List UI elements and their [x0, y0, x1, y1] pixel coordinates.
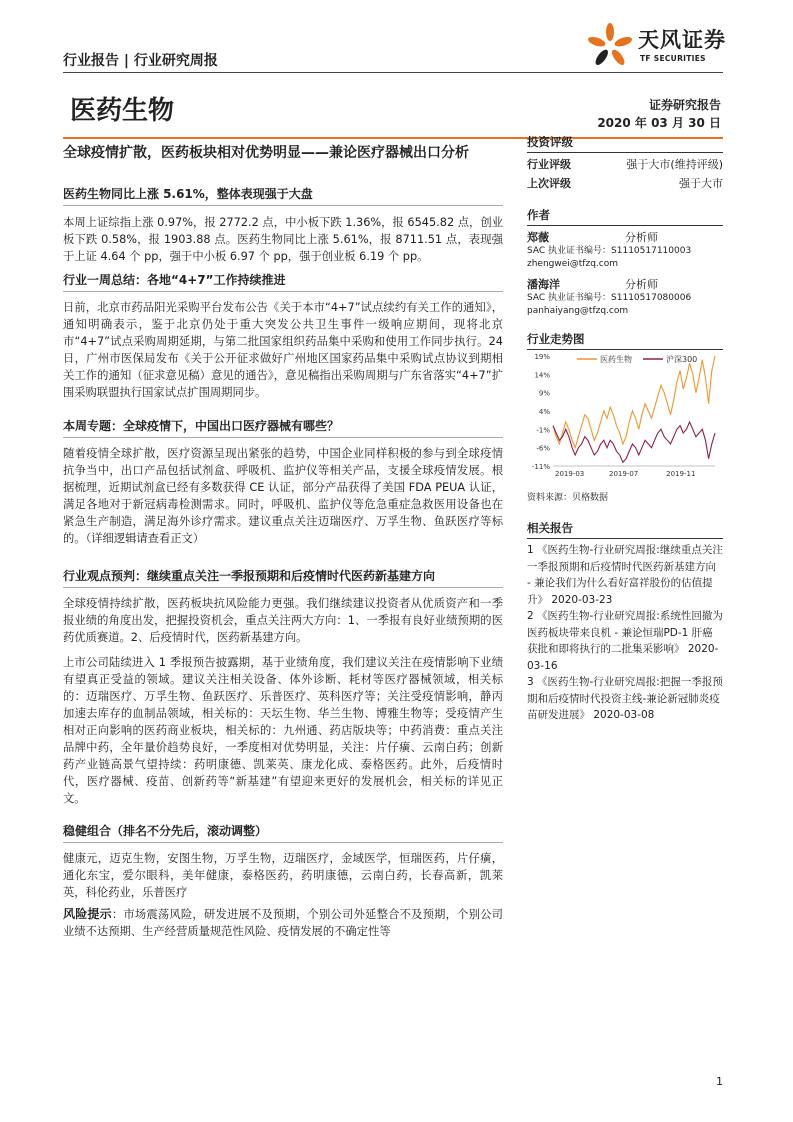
logo-mark-icon [587, 23, 633, 67]
report-title: 全球疫情扩散，医药板块相对优势明显——兼论医疗器械出口分析 [63, 145, 469, 161]
author-divider [527, 225, 723, 226]
legend-label: 沪深300 [666, 355, 698, 364]
y-tick-label: -1% [536, 426, 550, 435]
series-line-pharma [553, 356, 715, 448]
section-divider [63, 587, 503, 588]
section-portfolio [63, 823, 503, 901]
legend-item [577, 354, 632, 364]
section-weekly-topic [63, 418, 503, 547]
x-tick-label: 2019-03 [555, 470, 585, 478]
author-cert: SAC 执业证书编号：S1110517080006 [527, 293, 692, 303]
prev-rating-row [527, 174, 723, 193]
related-divider [527, 538, 723, 539]
paragraph: 随着疫情全球扩散，医疗资源呈现出紧张的趋势，中国企业同样积极的参与到全球疫情抗争当中，出口产品包括试剂盒、呼吸机、监护仪等相关产品，支援全球疫情发展。根据梳理，近期试剂盒已经有多数获得 CE 认证，部分产品获得了美国 FDA PEUA 认证，满足各地对于新冠病毒检测需求。同时，呼吸机、监护仪等危急重症急救医用设备也在紧急生产制造，满足海外诊疗需求。建议重点关注迈瑞医疗、万孚生物、鱼跃医疗等标的。（详细逻辑请查看正文） [63, 447, 503, 545]
risk-label: 风险提示 [63, 907, 112, 921]
industry-title: 医药生物 [70, 96, 175, 126]
section-heading: 医药生物同比上涨 5.61%，整体表现强于大盘 [63, 187, 313, 201]
y-tick-label: 19% [534, 353, 550, 361]
report-type: 行业报告 | 行业研究周报 [63, 53, 218, 69]
chart-source: 资料来源：贝格数据 [527, 493, 609, 503]
y-tick-label: -6% [536, 444, 550, 453]
report-date: 2020 年 03 月 30 日 [597, 116, 721, 130]
rating-value: 强于大市(维持评级) [626, 158, 723, 171]
rating-title: 投资评级 [527, 135, 573, 149]
section-heading: 本周专题：全球疫情下，中国出口医疗器械有哪些？ [63, 419, 340, 433]
header-divider [63, 72, 723, 73]
section-divider [63, 437, 503, 438]
paragraph: 健康元，迈克生物，安图生物，万孚生物，迈瑞医疗，金域医学，恒瑞医药，片仔癀，通化东宝，爱尔眼科，美年健康，泰格医药，药明康德，云南白药，长春高新，凯莱英，科伦药业，乐普医疗 [63, 852, 503, 899]
related-report-item[interactable]: 3 《医药生物-行业研究周报:把握一季报预期和后疫情时代投资主线-兼论新冠肺炎疫苗研发进展》 2020-03-08 [527, 676, 723, 721]
y-tick-label: 4% [538, 408, 550, 416]
x-tick-label: 2019-11 [666, 470, 696, 478]
paragraph [63, 906, 503, 940]
prev-rating-label: 上次评级 [527, 177, 571, 190]
trend-title: 行业走势图 [527, 332, 585, 346]
section-industry-outlook [63, 568, 503, 807]
section-heading: 行业观点预判：继续重点关注一季报预期和后疫情时代医药新基建方向 [63, 569, 436, 583]
paragraph: 上市公司陆续进入 1 季报预告披露期，基于业绩角度，我们建议关注在疫情影响下业绩有望真正受益的领域。建议关注相关设备、体外诊断、耗材等医疗器械领域，相关标的：迈瑞医疗、万孚生物、鱼跃医疗、乐普医疗、英科医疗等；关注受疫情影响，静丙加速去库存的血制品领域，相关标的：天坛生物、华兰生物、博雅生物等；受疫情产生相对正向影响的医药商业板块，相关标的：九州通、药店版块等；中药消费：重点关注品牌中药，全年量价趋势良好，一季度相对优势明显，关注：片仔癀、云南白药；创新药产业链高景气望持续：药明康德、凯莱英、康龙化成、泰格医药。此外，后疫情时代，医疗器械、疫苗、创新药等“新基建”有望迎来更好的发展机会，相关标的详见正文。 [63, 656, 503, 805]
page-number: 1 [716, 1075, 723, 1088]
rating-block [527, 134, 723, 193]
risk-text: ：市场震荡风险，研发进展不及预期，个别公司外延整合不及预期，个别公司业绩不达预期、生产经营质量规范性风险、疫情发展的不确定性等 [63, 908, 503, 938]
author-email[interactable]: zhengwei@tfzq.com [527, 259, 618, 269]
y-tick-label: -11% [531, 463, 550, 471]
logo-text-en: TF SECURITIES [640, 54, 706, 63]
prev-rating-value: 强于大市 [679, 177, 723, 190]
author-email[interactable]: panhaiyang@tfzq.com [527, 306, 629, 316]
author-cert: SAC 执业证书编号：S1110517110003 [527, 246, 692, 256]
section-heading: 稳健组合（排名不分先后，滚动调整） [63, 824, 268, 838]
section-heading: 行业一周总结：各地“4+7”工作持续推进 [63, 273, 286, 287]
x-tick-label: 2019-07 [609, 470, 639, 478]
related-block [527, 520, 723, 724]
related-title: 相关报告 [527, 521, 573, 535]
author-name: 郑薇 [527, 231, 549, 244]
section-divider [63, 842, 503, 843]
legend-item [643, 354, 697, 364]
author-entry [527, 229, 723, 271]
author-role: 分析师 [625, 231, 658, 244]
rating-row [527, 155, 723, 174]
author-role: 分析师 [625, 278, 658, 291]
logo-text-cn: 天风证券 [638, 28, 726, 52]
rating-divider [527, 152, 723, 153]
author-entry [527, 276, 723, 318]
legend-label: 医药生物 [600, 355, 632, 364]
rating-label: 行业评级 [527, 158, 571, 171]
section-divider [63, 205, 503, 206]
section-weekly-summary [63, 272, 503, 401]
paragraph: 本周上证综指上涨 0.97%，报 2772.2 点，中小板下跌 1.36%，报 6545.82 点，创业板下跌 0.58%，报 1903.88 点。医药生物同比上涨 5.61%，报 8711.51 点，表现强于上证 4.64 个 pp，强于中小板 6.97 个 pp，强于创业板 6.19 个 pp。 [63, 216, 503, 263]
author-block [527, 207, 723, 318]
related-report-item[interactable]: 1 《医药生物-行业研究周报:继续重点关注一季报预期和后疫情时代医药新基建方向 - 兼论我们为什么看好富祥股份的估值提升》 2020-03-23 [527, 544, 723, 606]
trend-chart [527, 348, 723, 484]
section-weekly-performance [63, 186, 503, 265]
paragraph: 全球疫情持续扩散，医药板块抗风险能力更强。我们继续建议投资者从优质资产和一季报业绩的角度出发，把握投资机会，重点关注两大方向：1、一季报有良好业绩预期的医药优质赛道。2、后疫情时代，医药新基建方向。 [63, 597, 503, 644]
author-name: 潘海洋 [527, 278, 560, 291]
section-risk [63, 906, 503, 940]
section-divider [63, 291, 503, 292]
report-kind: 证券研究报告 [648, 98, 721, 112]
paragraph: 日前，北京市药品阳光采购平台发布公告《关于本市“4+7”试点续约有关工作的通知》，通知明确表示，鉴于北京仍处于重大突发公共卫生事件一级响应期间，现将北京市“4+7”试点采购周期延期，与第二批国家组织药品集中采购和使用工作同步执行。24 日，广州市医保局发布《关于公开征求做好广州地区国家药品集中采购试点协议到期相关工作的通知（征求意见稿）意见的通告》，意见稿指出采购周期与广东省落实“4+7”扩围采购联盟执行国家试点扩围周期同步。 [63, 301, 503, 399]
y-tick-label: 14% [534, 371, 550, 380]
related-report-item[interactable]: 2 《医药生物-行业研究周报:系统性回撤为医药板块带来良机 - 兼论恒瑞PD-1 肝癌获批和即将执行的二批集采影响》 2020-03-16 [527, 610, 723, 672]
y-tick-label: 9% [538, 389, 550, 398]
author-title: 作者 [527, 208, 550, 222]
